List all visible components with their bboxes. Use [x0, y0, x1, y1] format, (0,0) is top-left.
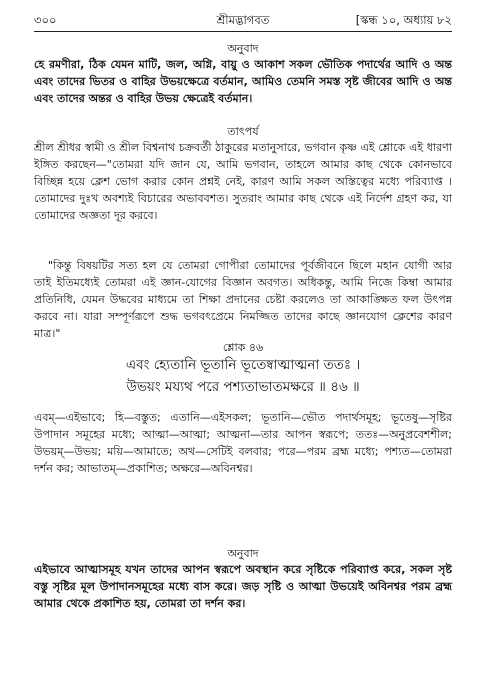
- purport-paragraph-2: "কিন্তু বিষয়টির সত্য হল যে তোমরা গোপীরা তোমাদের পূর্বজীবনে ছিলে মহান যোগী আর তাই ইতিমধ্যেই তোমরা এই জ্ঞান-যোগের বিজ্ঞান অবগত। অধিকন্তু, আমি নিজে কিম্বা আমার প্রতিনিধি, যেমন উদ্ধবের মাধ্যমে তা শিক্ষা প্রদানের চেষ্টা করলেও তা আকাঙ্ক্ষিত ফল উৎপন্ন করবে না। যারা সম্পূর্ণরূপে শুদ্ধ ভগবৎপ্রেমে নিমজ্জিত তাদের কাছে জ্ঞানযোগ ক্লেশের কারণ মাত্র।": [34, 259, 452, 340]
- chapter-reference: [স্কন্ধ ১০, অধ্যায় ৮২: [355, 13, 452, 27]
- verse-line-2: উভয়ং ময্যথ পরে পশ্যতাভাতমক্ষরে ॥ ৪৬ ॥: [126, 379, 360, 395]
- translation-heading: অনুবাদ: [227, 42, 259, 55]
- verse-heading: শ্লোক ৪৬: [222, 341, 264, 354]
- purport-paragraph-1: শ্রীল শ্রীধর স্বামী ও শ্রীল বিশ্বনাথ চক্রবর্তী ঠাকুরের মতানুসারে, ভগবান কৃষ্ণ এই শ্লোকে এই ধারণা ইঙ্গিত করছেন—"তোমরা যদি জান যে, আমি ভগবান, তাহলে আমার কাছ থেকে কোনভাবে বিচ্ছিন্ন হয়ে ক্লেশ ভোগ করার কোন প্রশ্নই নেই, কারণ আমি সকল অস্তিত্বের মধ্যে পরিব্যাপ্ত । তোমাদের দুঃখ অবশ্যই বিচারের অভাববশত। সুতরাং আমার কাছ থেকে এই নির্দেশ গ্রহণ কর, যা তোমাদের অজ্ঞতা দূর করবে।: [34, 141, 452, 222]
- header-rule: [34, 31, 452, 32]
- book-title: শ্রীমদ্ভাগবত: [216, 13, 270, 27]
- page-number: ৩০০: [34, 13, 57, 27]
- page-header: [34, 12, 452, 30]
- purport-heading: তাৎপর্য: [227, 125, 259, 138]
- translation-text: হে রমণীরা, ঠিক যেমন মাটি, জল, অগ্নি, বায়ু ও আকাশ সকল ভৌতিক পদার্থের আদি ও অন্ত এবং তাদের ভিতর ও বাহির উভয়ক্ষেত্রে বর্তমান, আমিও তেমনি সমস্ত সৃষ্ট জীবের আদি ও অন্ত এবং তাদের অন্তর ও বাহির উভয় ক্ষেত্রেই বর্তমান।: [34, 58, 452, 105]
- translation-heading-2: অনুবাদ: [227, 547, 259, 560]
- synonyms-text: এবম্—এইভাবে; হি—বস্তুত; এতানি—এইসকল; ভূতানি—ভৌত পদার্থসমূহ; ভূতেষু—সৃষ্টির উপাদান সমূহের মধ্যে; আত্মা—আত্মা; আত্মনা—তার আপন স্বরূপে; ততঃ—অনুপ্রবেশশীল; উভয়ম্—উভয়; ময়ি—আমাতে; অথ—সেটিই বলবার; পরে—পরম ব্রহ্ম মধ্যে; পশ্যত—তোমরা দর্শন কর; আভাতম্—প্রকাশিত; অক্ষরে—অবিনশ্বর।: [34, 411, 452, 475]
- translation-text-2: এইভাবে আত্মাসমূহ যখন তাদের আপন স্বরূপে অবস্থান করে সৃষ্টিকে পরিব্যাপ্ত করে, সকল সৃষ্ট বস্তু সৃষ্টির মূল উপাদানসমূহের মধ্যে বাস করে। জড় সৃষ্টি ও আত্মা উভয়েই অবিনশ্বর পরম ব্রহ্ম আমার থেকে প্রকাশিত হয়, তোমরা তা দর্শন কর।: [34, 563, 452, 610]
- verse-line-1: এবং হ্যেতানি ভূতানি ভূতেষ্বাত্মাত্মনা ততঃ ।: [125, 357, 361, 373]
